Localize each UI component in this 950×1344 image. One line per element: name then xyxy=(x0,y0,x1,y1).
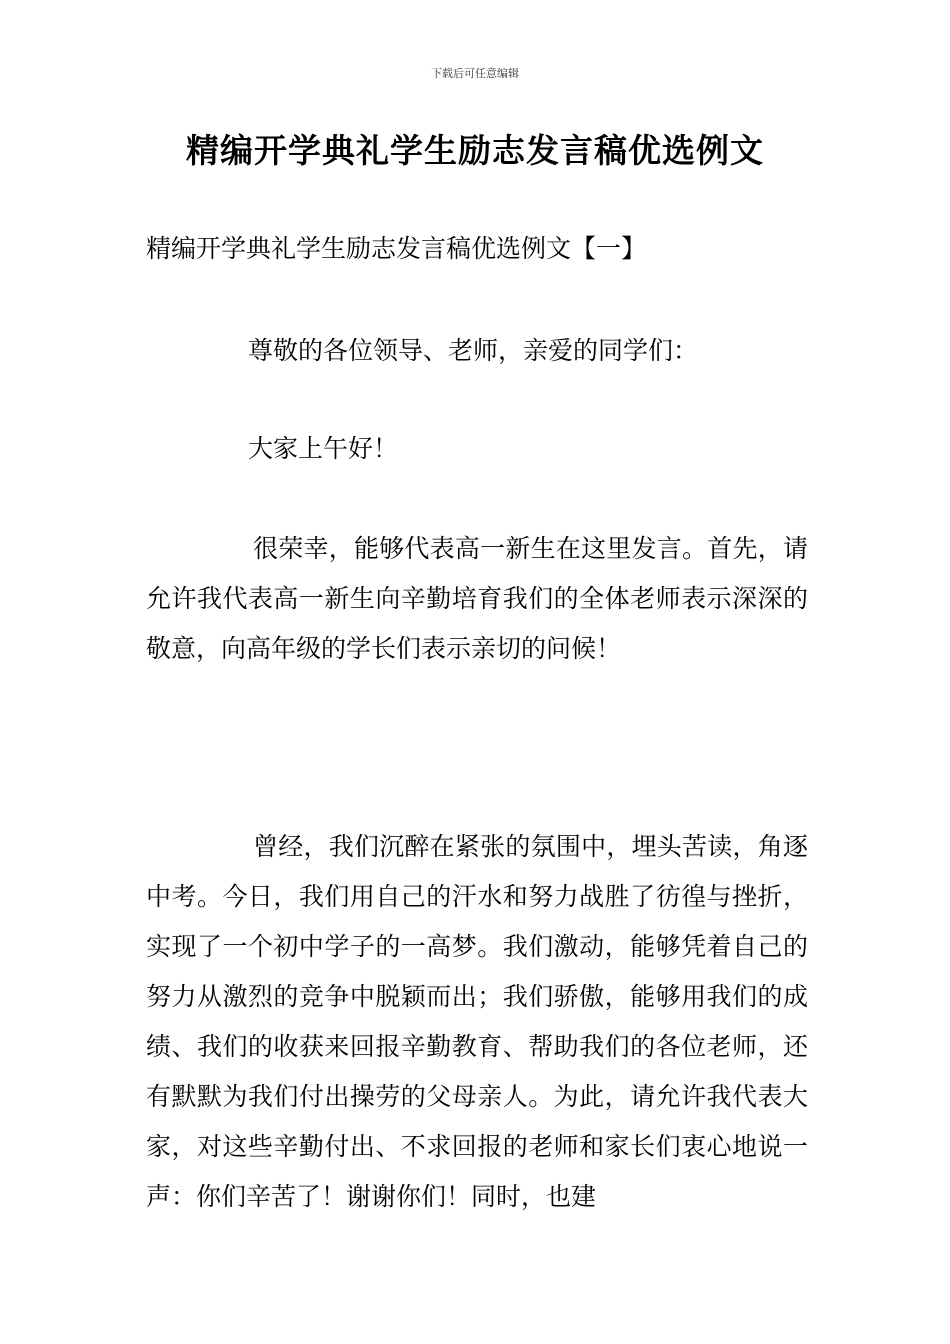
salutation: 尊敬的各位领导、老师，亲爱的同学们： xyxy=(248,336,699,365)
greeting: 大家上午好！ xyxy=(248,434,399,463)
paragraph-1: 很荣幸，能够代表高一新生在这里发言。首先，请允许我代表高一新生向辛勤培育我们的全体老师表示深深的敬意，向高年级的学长们表示亲切的问候！ xyxy=(146,534,808,663)
document-title: 精编开学典礼学生励志发言稿优选例文 xyxy=(186,131,764,170)
paragraph-2: 曾经，我们沉醉在紧张的氛围中，埋头苦读，角逐中考。今日，我们用自己的汗水和努力战胜了彷徨与挫折，实现了一个初中学子的一高梦。我们激动，能够凭着自己的努力从激烈的竞争中脱颖而出；我们骄傲，能够用我们的成绩、我们的收获来回报辛勤教育、帮助我们的各位老师，还有默默为我们付出操劳的父母亲人。为此，请允许我代表大家，对这些辛勤付出、不求回报的老师和家长们衷心地说一声：你们辛苦了！谢谢你们！同时，也建 xyxy=(146,832,808,1211)
section-heading: 精编开学典礼学生励志发言稿优选例文【一】 xyxy=(146,234,647,263)
header-note: 下载后可任意编辑 xyxy=(431,67,519,80)
